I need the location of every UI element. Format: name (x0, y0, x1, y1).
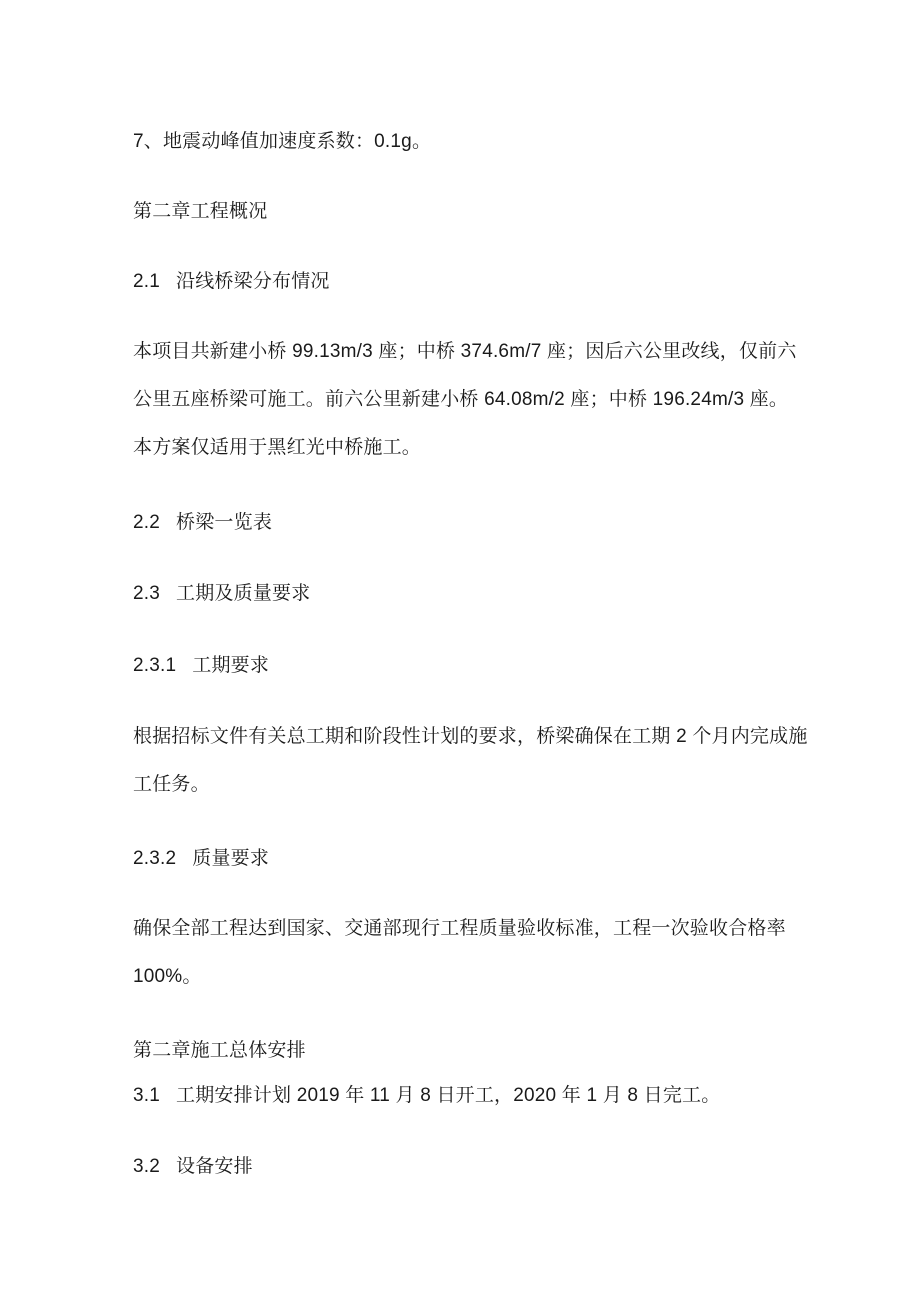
chapter-2-title: 第二章工程概况 (133, 201, 268, 222)
chapter-3-title: 第二章施工总体安排 (133, 1040, 306, 1061)
paragraph-line: 本方案仅适用于黑红光中桥施工。 (133, 437, 422, 458)
paragraph-line: 100%。 (133, 966, 202, 987)
section-2-2-heading (133, 511, 272, 535)
section-title: 工期安排计划 2019 年 11 月 8 日开工，2020 年 1 月 8 日完工。 (176, 1085, 721, 1106)
section-number: 2.1 (133, 271, 161, 292)
section-number: 2.3 (133, 583, 161, 604)
section-3-1-heading (133, 1084, 720, 1108)
section-3-2-heading (133, 1155, 253, 1179)
paragraph-line: 本项目共新建小桥 99.13m/3 座；中桥 374.6m/7 座；因后六公里改线，仅前六 (133, 341, 797, 362)
section-title: 工期要求 (192, 655, 270, 676)
section-number: 3.2 (133, 1156, 161, 1177)
section-title: 设备安排 (176, 1156, 253, 1177)
section-title: 沿线桥梁分布情况 (176, 271, 330, 292)
section-number: 3.1 (133, 1085, 161, 1106)
section-2-3-1-heading (133, 654, 269, 678)
paragraph-line: 确保全部工程达到国家、交通部现行工程质量验收标准，工程一次验收合格率 (133, 918, 786, 939)
section-2-3-2-heading (133, 847, 269, 871)
seismic-coefficient-item: 7、地震动峰值加速度系数：0.1g。 (133, 131, 432, 152)
section-title: 质量要求 (192, 848, 270, 869)
section-2-1-heading (133, 270, 330, 294)
section-title: 桥梁一览表 (176, 512, 273, 533)
section-number: 2.2 (133, 512, 161, 533)
paragraph-line: 公里五座桥梁可施工。前六公里新建小桥 64.08m/2 座；中桥 196.24m/3 座。 (133, 389, 789, 410)
section-number: 2.3.2 (133, 848, 177, 869)
section-number: 2.3.1 (133, 655, 177, 676)
paragraph-line: 根据招标文件有关总工期和阶段性计划的要求，桥梁确保在工期 2 个月内完成施 (133, 726, 808, 747)
section-2-3-heading (133, 582, 310, 606)
section-title: 工期及质量要求 (176, 583, 311, 604)
paragraph-line: 工任务。 (133, 774, 210, 795)
